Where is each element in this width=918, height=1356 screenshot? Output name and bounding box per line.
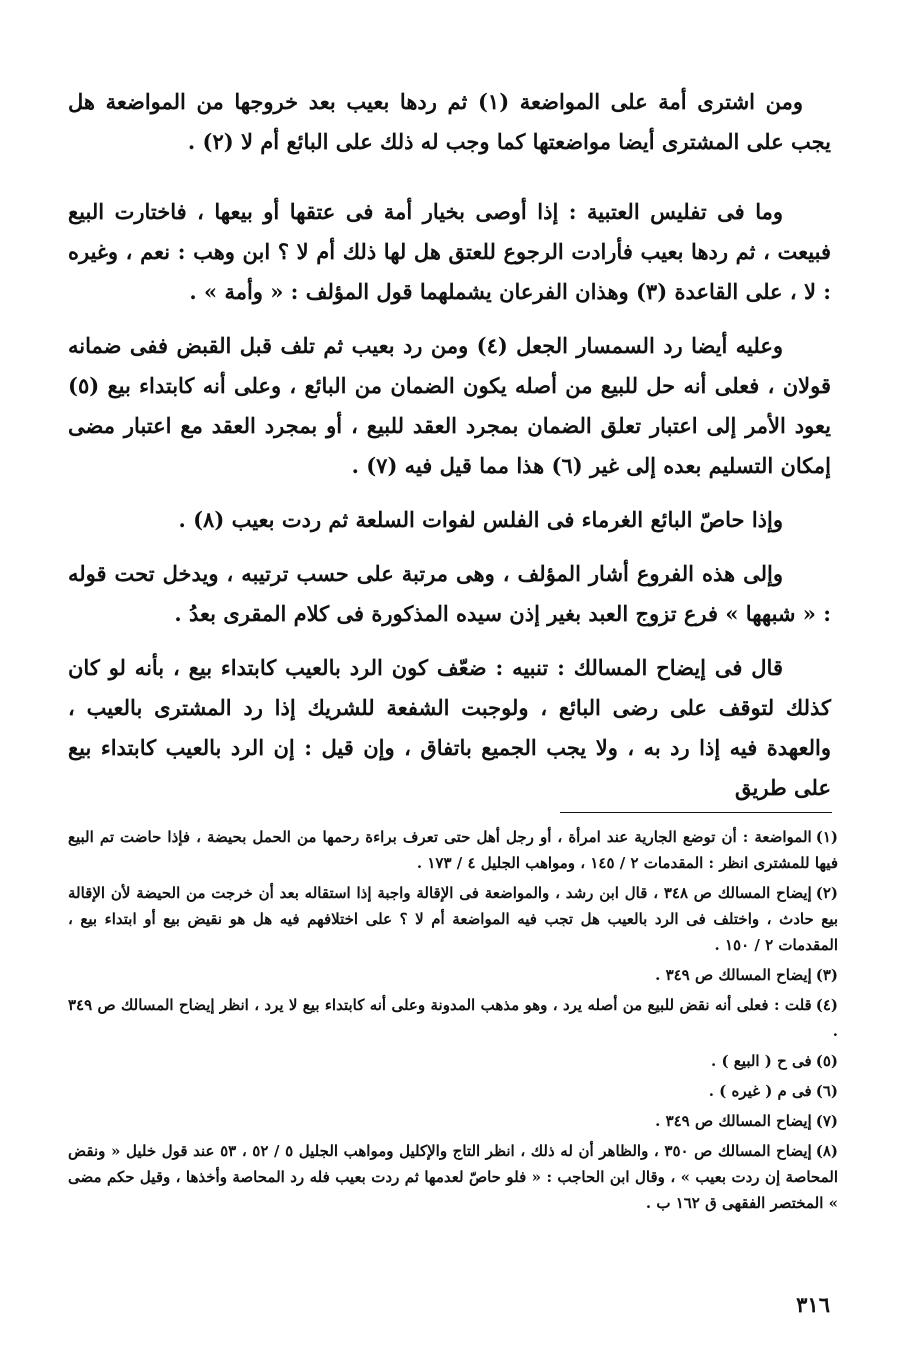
footnote-6 xyxy=(68,1078,838,1104)
footnote-text: فى ح ( البيع ) . xyxy=(711,1052,812,1070)
paragraph-4: وإذا حاصّ البائع الغرماء فى الفلس لفوات السلعة ثم ردت بعيب (٨) . xyxy=(178,507,783,532)
footnote-number: (٧) xyxy=(815,1112,838,1130)
footnote-number: (٦) xyxy=(815,1082,838,1100)
footnote-8 xyxy=(68,1138,838,1216)
footnote-number: (١) xyxy=(815,828,838,846)
main-text xyxy=(68,82,831,822)
footnote-2 xyxy=(68,880,838,958)
paragraph-6: قال فى إيضاح المسالك : تنبيه : ضعّف كون الرد بالعيب كابتداء بيع ، بأنه لو كان كذلك لتوقف على رضى البائع ، ولوجبت الشفعة للشريك إذا رد المشترى بالعيب ، والعهدة فيه إذا رد به ، ولا يجب الجميع باتفاق ، وإن قيل : إن الرد بالعيب كابتداء بيع على طريق xyxy=(68,655,831,800)
paragraph-1: ومن اشترى أمة على المواضعة (١) ثم ردها بعيب بعد خروجها من المواضعة هل يجب على المشترى أيضا مواضعتها كما وجب له ذلك على البائع أم لا (٢) . xyxy=(68,89,831,154)
footnote-text: إيضاح المسالك ص ٣٤٨ ، قال ابن رشد ، والمواضعة فى الإقالة واجبة إذا استقاله بعد أن خرجت من الحيضة لأن الإقالة بيع حادث ، واختلف فى الرد بالعيب هل تجب فيه المواضعة أم لا ؟ على اختلافهم فيه هل هو نقيض بيع أو ابتداء بيع ، المقدمات ٢ / ١٥٠ . xyxy=(68,884,838,954)
footnote-7 xyxy=(68,1108,838,1134)
footnote-number: (٤) xyxy=(815,996,838,1014)
footnote-number: (٨) xyxy=(815,1142,838,1160)
paragraph-3: وعليه أيضا رد السمسار الجعل (٤) ومن رد بعيب ثم تلف قبل القبض ففى ضمانه قولان ، فعلى أنه حل للبيع من أصله يكون الضمان من البائع ، وعلى أنه كابتداء بيع (٥) يعود الأمر إلى اعتبار تعلق الضمان بمجرد العقد للبيع ، أو بمجرد العقد مع اعتبار مضى إمكان التسليم بعده إلى غير (٦) هذا مما قيل فيه (٧) . xyxy=(68,333,831,478)
footnote-text: فى م ( غيره ) . xyxy=(708,1082,812,1100)
footnotes xyxy=(68,824,838,1220)
footnote-text: إيضاح المسالك ص ٣٤٩ . xyxy=(655,1112,812,1130)
footnote-text: قلت : فعلى أنه نقض للبيع من أصله يرد ، وهو مذهب المدونة وعلى أنه كابتداء بيع لا يرد ، انظر إيضاح المسالك ص ٣٤٩ . xyxy=(68,996,838,1040)
footnote-text: إيضاح المسالك ص ٣٥٠ ، والظاهر أن له ذلك ، انظر التاج والإكليل ومواهب الجليل ٥ / ٥٢ ، ٥٣ عند قول خليل « ونقض المحاصة إن ردت بعيب » ، وقال ابن الحاجب : « فلو حاصّ لعدمها ثم ردت بعيب فله رد المحاصة وأخذها ، وقيل حكم مضى » المختصر الفقهى ق ١٦٢ ب . xyxy=(68,1142,838,1212)
paragraph-2: وما فى تفليس العتبية : إذا أوصى بخيار أمة فى عتقها أو بيعها ، فاختارت البيع فبيعت ، ثم ردها بعيب فأرادت الرجوع للعتق هل لها ذلك أم لا ؟ ابن وهب : نعم ، وغيره : لا ، على القاعدة (٣) وهذان الفرعان يشملهما قول المؤلف : « وأمة » . xyxy=(68,199,831,304)
footnote-5 xyxy=(68,1048,838,1074)
paragraph-5: وإلى هذه الفروع أشار المؤلف ، وهى مرتبة على حسب ترتيبه ، ويدخل تحت قوله : « شبهها » فرع تزوج العبد بغير إذن سيده المذكورة فى كلام المقرى بعدُ . xyxy=(68,561,831,626)
footnote-number: (٢) xyxy=(815,884,838,902)
footnote-number: (٥) xyxy=(815,1052,838,1070)
page-number: ٣١٦ xyxy=(796,1292,830,1317)
footnote-number: (٣) xyxy=(815,966,838,984)
footnote-text: إيضاح المسالك ص ٣٤٩ . xyxy=(655,966,812,984)
footnote-4 xyxy=(68,992,838,1044)
footnote-3 xyxy=(68,962,838,988)
footnote-text: المواضعة : أن توضع الجارية عند امرأة ، أو رجل أهل حتى تعرف براءة رحمها من الحمل بحيضة ، فإذا حاضت تم البيع فيها للمشترى انظر : المقدمات ٢ / ١٤٥ ، ومواهب الجليل ٤ / ١٧٣ . xyxy=(68,828,838,872)
footnote-1 xyxy=(68,824,838,876)
footnote-separator xyxy=(560,812,832,813)
